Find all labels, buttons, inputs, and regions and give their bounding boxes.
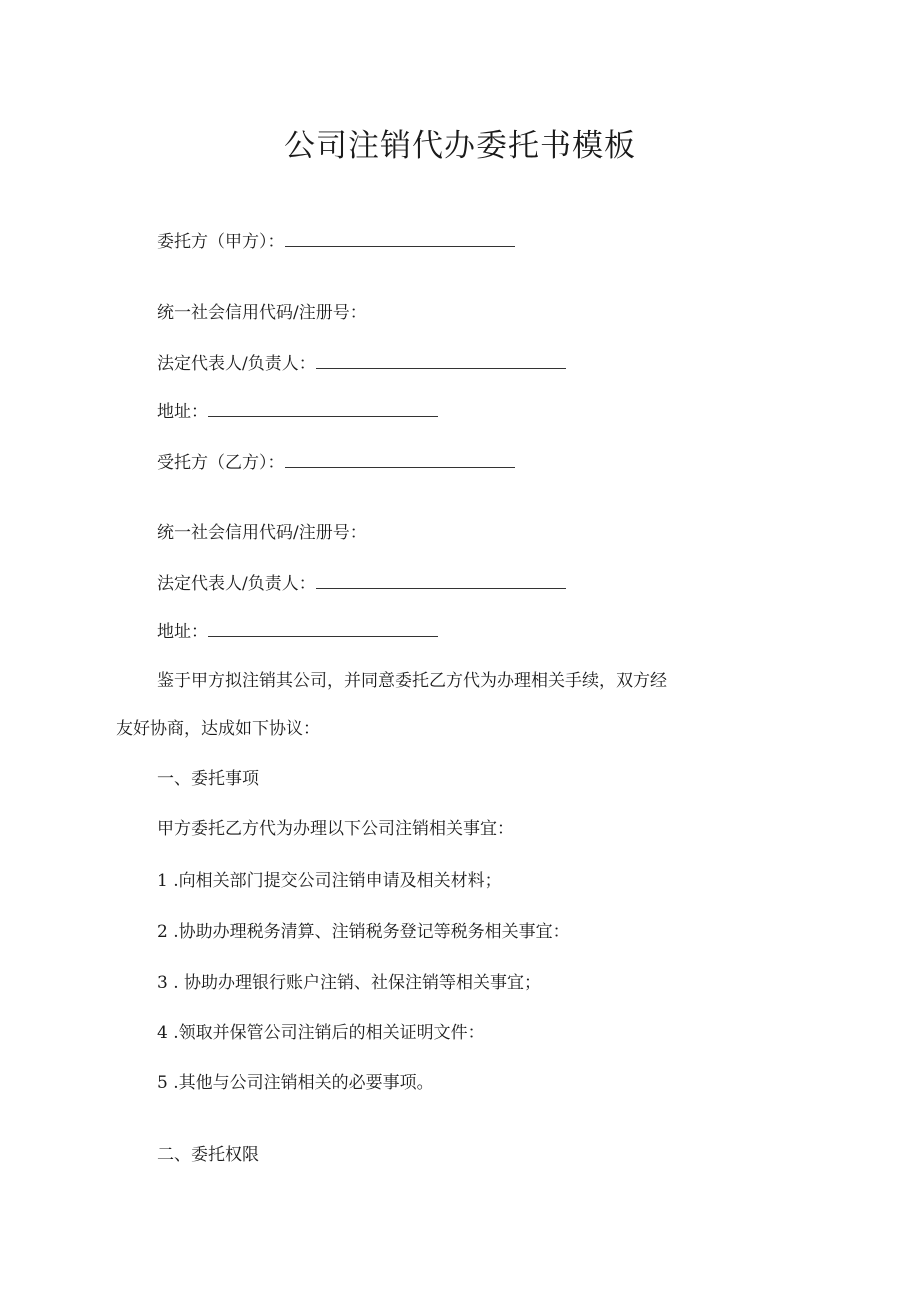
document-title: 公司注销代办委托书模板	[284, 128, 636, 164]
section-1-heading: 一、委托事项	[157, 769, 259, 789]
list-item-number: 2	[157, 922, 168, 942]
section-1-intro: 甲方委托乙方代为办理以下公司注销相关事宜：	[157, 819, 514, 839]
party-a-address-field[interactable]	[208, 399, 438, 417]
party-b-name-field[interactable]	[285, 450, 515, 468]
list-item	[157, 869, 502, 893]
party-a-label: 委托方（甲方）：	[157, 232, 285, 252]
list-item-text: .向相关部门提交公司注销申请及相关材料；	[173, 871, 502, 891]
list-item-number: 1	[157, 871, 168, 891]
party-b-label: 受托方（乙方）：	[157, 453, 285, 473]
party-b-credit-code-row	[157, 521, 367, 545]
party-b-legal-rep-label: 法定代表人/负责人：	[157, 574, 316, 594]
party-b-address-field[interactable]	[208, 619, 438, 637]
party-b-row	[157, 450, 515, 475]
list-item-number: 3	[157, 973, 168, 993]
list-item-text: .其他与公司注销相关的必要事项。	[173, 1073, 434, 1093]
party-a-address-label: 地址：	[157, 402, 208, 422]
party-a-address-row	[157, 399, 438, 424]
party-a-legal-rep-row	[157, 351, 566, 376]
preamble-line-1: 鉴于甲方拟注销其公司，并同意委托乙方代为办理相关手续，双方经	[157, 671, 667, 691]
list-item	[157, 1071, 434, 1095]
list-item	[157, 920, 570, 944]
list-item	[157, 971, 541, 995]
party-b-credit-code-label: 统一社会信用代码/注册号：	[157, 523, 367, 543]
list-item-text: . 协助办理银行账户注销、社保注销等相关事宜；	[173, 973, 542, 993]
party-b-legal-rep-row	[157, 571, 566, 596]
list-item-number: 5	[157, 1073, 168, 1093]
list-item-number: 4	[157, 1023, 168, 1043]
party-a-credit-code-row	[157, 301, 367, 325]
section-2-heading: 二、委托权限	[157, 1145, 259, 1165]
preamble-line-2: 友好协商，达成如下协议：	[116, 719, 320, 739]
party-b-address-label: 地址：	[157, 622, 208, 642]
list-item-text: .领取并保管公司注销后的相关证明文件：	[173, 1023, 485, 1043]
party-a-legal-rep-field[interactable]	[316, 351, 566, 369]
list-item	[157, 1021, 485, 1045]
list-item-text: .协助办理税务清算、注销税务登记等税务相关事宜：	[173, 922, 570, 942]
party-a-name-field[interactable]	[285, 229, 515, 247]
party-a-row	[157, 229, 515, 254]
party-a-credit-code-label: 统一社会信用代码/注册号：	[157, 303, 367, 323]
party-b-legal-rep-field[interactable]	[316, 571, 566, 589]
party-b-address-row	[157, 619, 438, 644]
party-a-legal-rep-label: 法定代表人/负责人：	[157, 354, 316, 374]
